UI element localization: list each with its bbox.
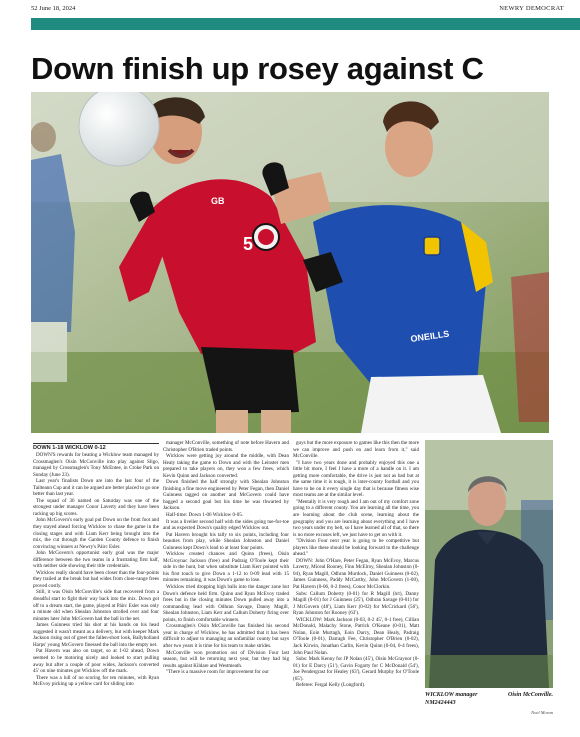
article-column-2 [163, 440, 289, 730]
paragraph: Half-time: Down 1-06 Wicklow 0-05. [166, 512, 244, 519]
paragraph: Wicklow tried dropping high balls into the danger zone but Down's defence held firm. Quinn and Ryan McEvoy traded frees but in the closing minutes Down pulled away into a commanding lead with Odhran Savage, Danny Magill, Shealan Johnston, Liam Kerr and Callum Doherty firing over points, to finish comfortable winners. [163, 584, 289, 623]
paragraph: The squad of 36 named on Saturday was one of the strongest under manager Conor Laverty and they have been racking up big scores. [33, 497, 159, 517]
paragraph: Subs: Mark Kenny for JP Nolan (45'), Oisín McGraynor (0-01) for E Darcy (51'), Gavin Fogarty for C McDonald (54'), Joe Pendergrast for Healey (63'), Gerard Murphy for O'Toole (65'). [293, 656, 419, 682]
paragraph: Pat Havern brought his tally to six points, including four beauties from play, while Shealan Johnston and Daniel Guinness kept Down's lead to at least four points. [163, 531, 289, 551]
paragraph: James Guinness tried his shot at his hands on his head suggested it wasn't meant as a delivery, but with keeper Mark Jackson rising out of greet the fallen-short look, Ballyholland Harps' young McGovern finessed the ball into the empty net. [33, 622, 159, 648]
paragraph: manager McConville, something of note before Havern and Christopher O'Brien traded points. [163, 440, 289, 453]
paragraph: Down finished the half strongly with Shealan Johnston finishing a fine move engineered by Peter Fegan, then Daniel Guinness tagged on another and McGovern could have bagged a second goal but his time he was thwarted by Jackson. [163, 479, 289, 512]
newspaper-name: NEWRY DEMOCRAT [499, 5, 564, 12]
column-rule [33, 443, 159, 444]
paragraph: guys but the more exposure to games like this then the more we can improve and push on and learn from it," said McConville. [293, 440, 419, 460]
headline: Down finish up rosey against C [31, 51, 484, 86]
down-jersey-sponsor: GB [211, 196, 225, 206]
football [79, 92, 159, 166]
inset-caption [425, 691, 553, 707]
result-subheading: DOWN 1-18 WICKLOW 0-12 [33, 445, 106, 451]
photo-credit: Noel Moran [531, 710, 553, 715]
paragraph: John McGovern's early goal put Down on the front foot and they stayed ahead forcing Wicklow to chase the game in the closing stages and with Liam Kerr being brought into the mix, the cut through the Garden County defence to finish convincing winners at Newry's Páirc Esler. [33, 517, 159, 550]
paragraph: Still, it was Oisín McConville's side that recovered from a dreadful start to fight their way back into the mix. Down got off to a dream start, the game, played at Páirc Esler was only a minute old when Shealan Johnston strolled over and four minutes later John McGovern had the ball in the net. [33, 589, 159, 622]
paragraph: WICKLOW: Mark Jackson (0-03, 0-2 45', 0-1 free), Cillian McDonald, Malachy Stone, Patrick O'Keane (0-01), Matt Nolan, Eoin Murtagh, Eoin Darcy, Dean Healy, Padraig O'Toole (0-01), Darragh Fee, Christopher O'Brien (0-02), Jack Kirwin, Jonathan Carlin, Kevin Quinn (0-04, 0-4 frees), John Paul Nolan. [293, 616, 419, 656]
caption-code: NM2424443 [425, 700, 456, 706]
paragraph: Subs: Callum Doherty (0-01) for R Magill (h/t), Danny Magill (0-01) for J Guinness (25'), Odhran Savage (0-01) for J McGovern (48'), Liam Kerr (0-02) for McCrickard (56'), Ryan Johnston for Rooney (63'). [293, 590, 419, 617]
down-jersey-number: 5 [243, 234, 254, 254]
paragraph: Crossmaglen's Oisín McConville has finished his second year in charge of Wicklow, he has admitted that it has been difficult to adjust to managing an unfamiliar county but says after two years it is time for his team to make strides. [163, 623, 289, 649]
paragraph: "There is a massive room for improvement for our [166, 669, 269, 676]
folio [31, 5, 580, 15]
paragraph: John McGovern's opportunist early goal was the major difference between the two teams in a frustrating first half, with neither side showing their title credentials. [33, 550, 159, 570]
caption-role: WICKLOW manager [425, 692, 478, 698]
paragraph: DOWN'S rewards for beating a Wicklow team managed by Crossmaglen's Oisín McConville into play against Sligo, managed by Crossmaglen's Tony McEntee, in Croke Park on Sunday (June 23). [33, 452, 159, 478]
paragraph: Referee: Fergal Kelly (Longford). [296, 682, 366, 689]
caption-name: Oisin McConville. [507, 692, 553, 698]
paragraph: Pat Havern was also on target, so at 1-02 ahead, Down seemed to be motoring nicely and looked to start pulling away but after a couple of poor wides, Jackson's converted 45' on nine minutes got Wicklow off the mark. [33, 648, 159, 675]
paragraph: Wicklow were getting joy around the middle, with Dean Healy taking the game to Down and with the Leinster men prepared to take players on, they won a few frees, which Kevin Quinn and Jackson converted. [163, 453, 289, 479]
paragraph: DOWN: John O'Hare, Peter Fegan, Ryan McEvoy, Marcus Laverty, Miceal Rooney, Finn McElroy, Shealan Johnston (0-04), Ryan Magill, Odhran Murdock, Daniel Guinness (0-02), James Guinness, Paddy McCarthy, John McGovern (1-00), Pat Havern (0-06, 0-2 frees), Conor McClorkin. [293, 557, 419, 591]
paragraph: It was a livelier second half with the sides going toe-for-toe and as expected Down's quality edged Wicklow out. [163, 518, 289, 532]
paragraph: "I have two years done and probably enjoyed this one a little bit more, I feel I have a more of a handle on it. I am getting more comfortable, the drive is just not as bad but at the same time it is tough, it is inter-county football and you have to be on it every single day that is because fitness wise most teams are at the similar level. [293, 459, 419, 499]
wicklow-jersey-text: ONEILLS [409, 328, 450, 344]
paragraph: McConville won promotion out of Division Four last season, but will be returning next year, but they had big results against Kildare and Westmeath. [163, 649, 289, 669]
page-date: 52 June 18, 2024 [31, 5, 76, 12]
paragraph: There was a lull of no scoring for ten minutes, with Ryan McEvoy picking up a yellow card for sliding into [33, 674, 159, 688]
inset-photo [425, 440, 553, 688]
paragraph: Wicklow created chances and Quinn (frees), Oisín McGroynac Jackson (free) and Padraig O'Toole kept their side in the hunt, but when substitute Liam Kerr pointed with his first touch to give Down a 1-12 to 0-09 lead with 15 minutes remaining, it was Down's game to lose. [163, 551, 289, 584]
article-column-1 [33, 443, 159, 733]
paragraph: Last year's finalists Down are into the last four of the Tailteann Cup and it can be argued are better placed to go one better than last year. [33, 478, 159, 498]
article-column-3 [293, 440, 419, 730]
paragraph: Wicklow really should have been closer than the four-points they trailed at the break but bad wides from close-range frees proved costly. [33, 569, 159, 589]
section-bar [31, 18, 580, 30]
main-photo [31, 92, 549, 433]
manager-portrait [425, 440, 553, 688]
football-action-photo [31, 92, 549, 433]
paragraph: "Division Four next year is going to be competitive but players like these should be looking forward to the challenge ahead." [293, 538, 419, 558]
paragraph: "Mentally it is very tough and I am out of my comfort zone going to a different county. You are learning all the time, you are learning about the club scene, learning about the geography and you are learning about everything and I have two years under my belt, so I have learned all of that, so there is no more excuses left, we just have to get on with it. [293, 498, 419, 538]
